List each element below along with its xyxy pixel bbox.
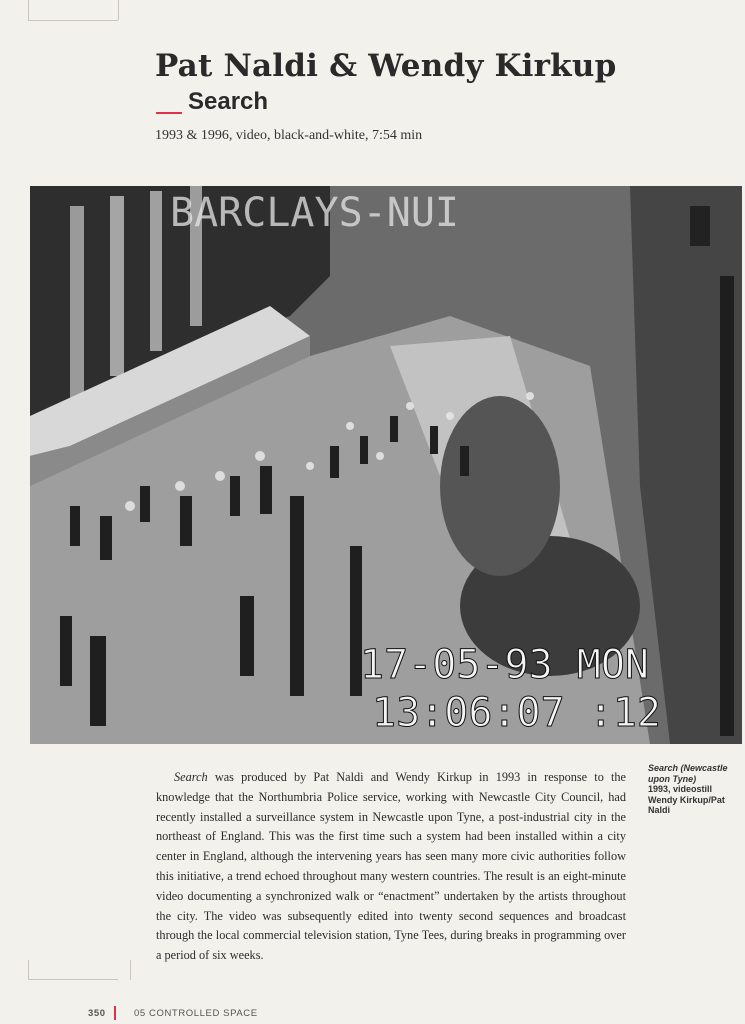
page-title: Pat Naldi & Wendy Kirkup [155, 48, 617, 84]
caption-line-1: 1993, videostill [648, 784, 713, 794]
footer-accent-bar [114, 1006, 116, 1020]
crop-mark [28, 0, 29, 20]
image-caption [648, 763, 745, 816]
subtitle-accent-rule [156, 112, 182, 114]
timestamp-time: 13:06:07 :12 [372, 690, 661, 736]
section-label: 05 CONTROLLED SPACE [134, 1008, 258, 1019]
crop-mark [28, 960, 29, 980]
caption-line-2: Wendy Kirkup/Pat Naldi [648, 794, 725, 815]
work-title: Search [188, 88, 269, 115]
work-meta: 1993 & 1996, video, black-and-white, 7:54 min [155, 128, 423, 143]
video-still-image [30, 186, 742, 744]
timestamp-date: 17-05-93 MON [360, 642, 649, 688]
body-text: was produced by Pat Naldi and Wendy Kirkup in 1993 in response to the knowledge that the Northumbria Police service, working with Newcastle City Council, had recently installed a surveillance system in Newcastle upon Tyne, a post-industrial city in the northeast of England. This was the first time such a system had been installed within a city center in England, although the intervening years has seen many more civic authorities follow this initiative, a trend echoed throughout many western countries. The result is an eight-minute video documenting a synchronized walk or “enactment” undertaken by the artists throughout the city. The video was subsequently edited into twenty second sequences and broadcast through the local commercial television station, Tyne Tees, during breaks in programming over a period of six weeks. [156, 770, 626, 963]
body-paragraph [156, 768, 626, 966]
page-number: 350 [88, 1008, 106, 1019]
crop-mark [118, 0, 119, 20]
shop-sign-text: BARCLAYS-NUI [170, 190, 459, 236]
body-work-title: Search [174, 770, 208, 784]
crop-mark [28, 979, 118, 980]
caption-title: Search (Newcastle upon Tyne) [648, 763, 728, 784]
crop-mark [28, 20, 118, 21]
crop-mark [130, 960, 131, 980]
